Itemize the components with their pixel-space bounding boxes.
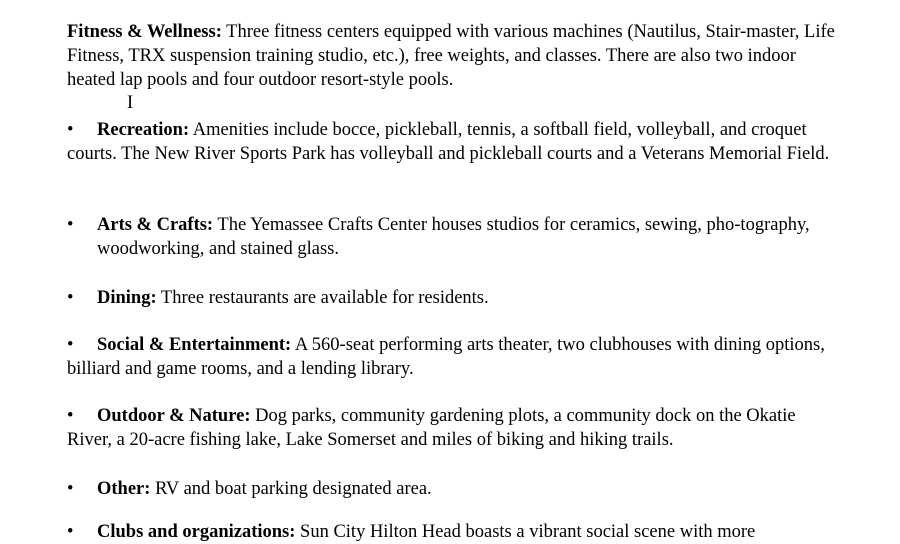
list-item-text: A 560-seat performing arts theater, two clubhouses with dining options, billiard and game rooms, and a lending library. <box>67 335 825 379</box>
list-item-text: The Yemassee Crafts Center houses studios for ceramics, sewing, pho-tography, woodworking, and stained glass. <box>97 215 810 259</box>
list-item-arts-crafts <box>97 213 837 261</box>
list-item-heading: Outdoor & Nature: <box>97 406 251 426</box>
list-item-heading: Other: <box>97 479 151 499</box>
list-item-other <box>97 477 837 501</box>
list-item-recreation <box>67 118 837 166</box>
list-item-text: RV and boat parking designated area. <box>150 479 432 499</box>
list-item-text: Three restaurants are available for residents. <box>156 288 489 308</box>
list-item-heading: Social & Entertainment: <box>97 335 292 355</box>
bullet-icon: • <box>67 120 74 140</box>
list-item-dining <box>97 286 837 310</box>
list-item-clubs-organizations <box>97 520 837 544</box>
list-item-heading: Arts & Crafts: <box>97 215 214 235</box>
paragraph-heading: Fitness & Wellness: <box>67 22 222 42</box>
bullet-icon: • <box>67 335 74 355</box>
bullet-icon: • <box>67 522 74 542</box>
fitness-wellness-paragraph <box>67 20 837 92</box>
list-item-heading: Recreation: <box>97 120 190 140</box>
list-item-heading: Dining: <box>97 288 157 308</box>
bullet-icon: • <box>67 406 74 426</box>
text-cursor-icon: I <box>127 93 134 113</box>
list-item-text: Amenities include bocce, pickleball, tennis, a softball field, volleyball, and croquet courts. The New River Sports Park has volleyball and pickleball courts and a Veterans Memorial Field. <box>67 120 830 164</box>
list-item-text: Dog parks, community gardening plots, a community dock on the Okatie River, a 20-acre fishing lake, Lake Somerset and miles of biking and hiking trails. <box>67 406 796 450</box>
bullet-icon: • <box>67 215 74 235</box>
list-item-social-entertainment <box>67 333 837 381</box>
bullet-icon: • <box>67 288 74 308</box>
list-item-heading: Clubs and organizations: <box>97 522 296 542</box>
bullet-icon: • <box>67 479 74 499</box>
list-item-outdoor-nature <box>67 404 837 452</box>
paragraph-text: Three fitness centers equipped with various machines (Nautilus, Stair-master, Life Fitness, TRX suspension training studio, etc.), free weights, and classes. There are also two indoor heated lap pools and four outdoor resort-style pools. <box>67 22 835 90</box>
list-item-text: Sun City Hilton Head boasts a vibrant social scene with more <box>295 522 756 542</box>
